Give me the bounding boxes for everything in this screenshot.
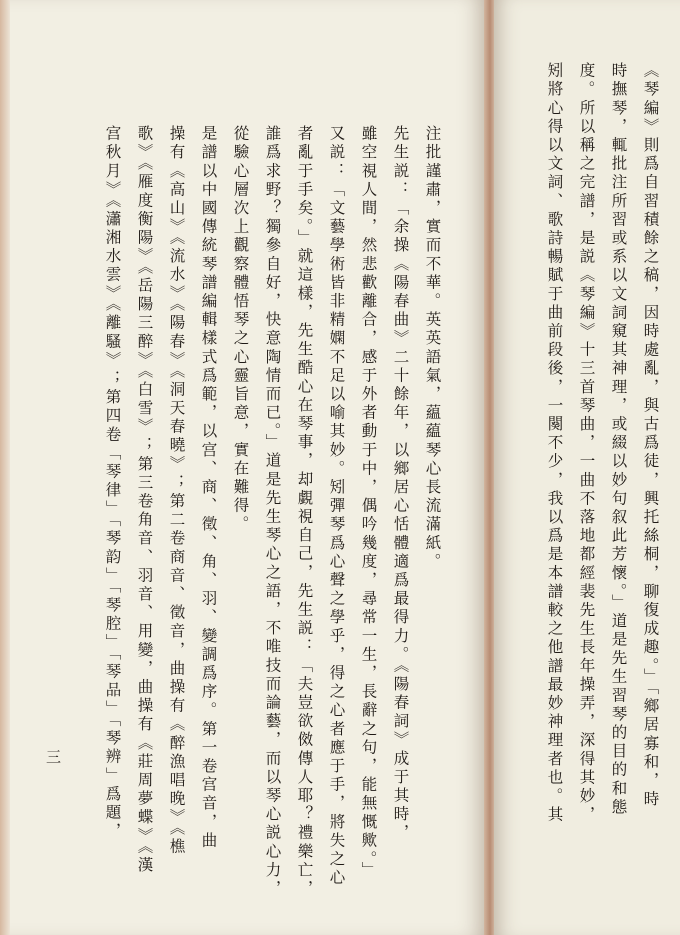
text-column-1: 注批謹肅，實而不華。英英語氣，藴藴琴心長流滿紙。 [423, 125, 442, 572]
text-column-4: 又説：「文藝學術皆非精嫻不足以喻其妙。矧彈琴爲心聲之學乎，得之心者應于手，將失之心 [327, 125, 346, 888]
text-column-r1: 《琴編》則爲自習積餘之稿，因時處亂，與古爲徒，興托絲桐，聊復成趣。」「鄉居寡和，時 [641, 62, 660, 810]
right-page [494, 0, 680, 935]
text-column-11: 宫秋月》《瀟湘水雲》《離騷》；第四卷「琴律」「琴韵」「琴腔」「琴品」「琴辨」爲題， [103, 125, 122, 842]
text-column-r3: 度。所以稱之完譜，是説《琴編》十三首琴曲，一曲不落地都經裴先生長年操弄，深得其妙， [577, 62, 596, 825]
text-column-9: 操有《高山》《流水》《陽春》《洞天春曉》；第二卷商音、徵音，曲操有《醉漁唱晚》《樵 [167, 125, 186, 857]
page-edge [0, 0, 10, 935]
text-column-6: 誰爲求野？獨參自好，快意陶情而已。」道是先生琴心之語，不唯技而論藝，而以琴心説心力， [263, 125, 282, 899]
text-column-3: 雖空視人間，然悲歡離合，感于外者動于中，偶吟幾度，尋常一生，長辭之句，能無慨歟。」 [359, 125, 378, 880]
text-column-r4: 矧將心得以文詞、歌詩暢賦于曲前段後，一闋不少，我以爲是本譜較之他譜最妙神理者也。其 [545, 62, 564, 825]
text-column-7: 從驗心層次上觀察體悟琴之心靈旨意，實在難得。 [231, 125, 250, 535]
text-column-r2: 時撫琴，輒批注所習或系以文詞窺其神理，或綴以妙句叙此芳懷。」道是先生習琴的目的和態 [609, 62, 628, 817]
page-number: 三 [46, 748, 62, 766]
text-column-10: 歌》《雁度衡陽》《岳陽三醉》《白雪》；第三卷角音、羽音、用變，曲操有《莊周夢蝶》《漢 [135, 125, 154, 876]
text-column-8: 是譜以中國傳統琴譜編輯樣式爲範，以宫、商、徵、角、羽、變調爲序。第一卷宫音，曲 [199, 125, 218, 851]
text-column-5: 者亂于手矣。」就這樣，先生酷心在琴事，却覷視自己，先生説：「夫豈欲傚傳人耶？禮樂亡， [295, 125, 314, 899]
text-column-2: 先生説：「余操《陽春曲》二十餘年，以鄉居心恬體適爲最得力。《陽春詞》成于其時， [391, 125, 410, 843]
